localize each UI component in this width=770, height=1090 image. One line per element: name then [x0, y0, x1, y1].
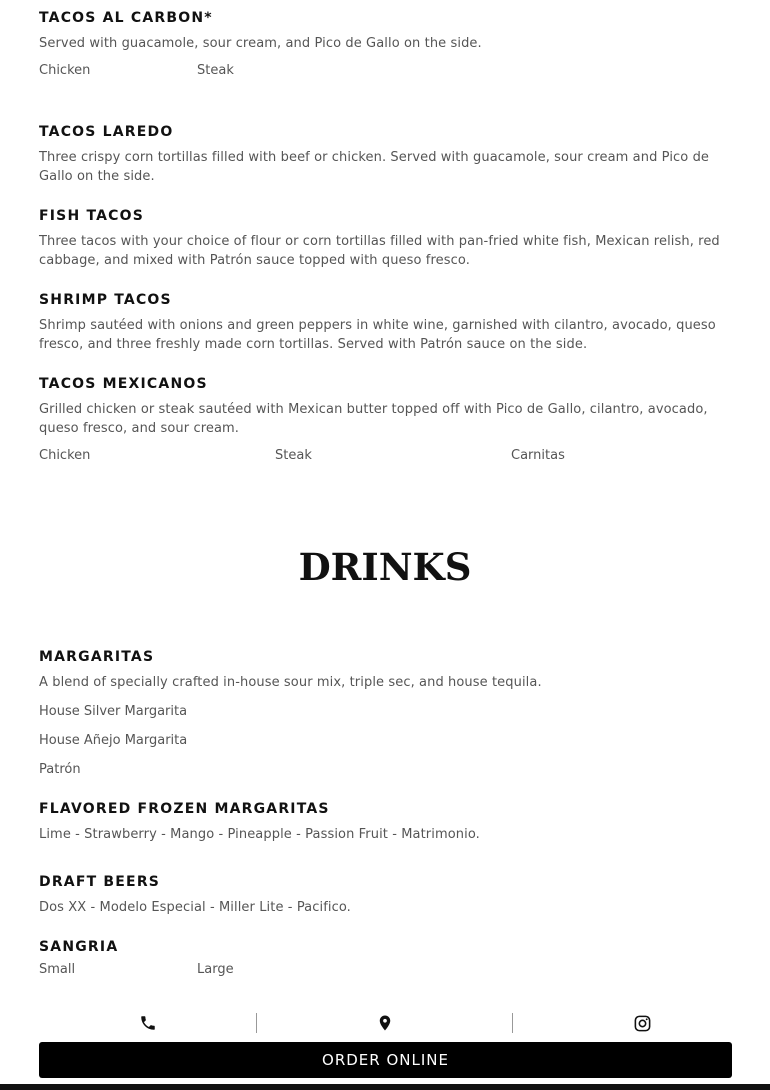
item-description: Lime - Strawberry - Mango - Pineapple - Passion Fruit - Matrimonio. — [39, 827, 480, 842]
item-title: SHRIMP TACOS — [39, 292, 172, 308]
item-title: FISH TACOS — [39, 208, 145, 224]
item-options — [39, 962, 732, 981]
item-title: TACOS MEXICANOS — [39, 376, 208, 392]
item-options — [39, 63, 732, 82]
menu-item-fish-tacos — [39, 207, 732, 270]
option-house-silver: House Silver Margarita — [39, 704, 188, 719]
option-small: Small — [39, 962, 76, 977]
menu-item-sangria — [39, 938, 732, 981]
menu-item-draft-beers — [39, 873, 732, 917]
order-online-button[interactable]: ORDER ONLINE — [39, 1042, 732, 1078]
instagram-icon — [633, 1014, 652, 1033]
item-description: Grilled chicken or steak sautéed with Mexican butter topped off with Pico de Gallo, cilantro, avocado, queso fresco, and sour cream. — [39, 402, 708, 436]
phone-icon — [139, 1014, 157, 1032]
menu-item-margaritas — [39, 648, 732, 779]
location-button[interactable] — [257, 1008, 512, 1038]
menu-item-tacos-mexicanos — [39, 375, 732, 467]
item-title: TACOS LAREDO — [39, 124, 174, 140]
bottom-action-bar — [39, 1008, 732, 1038]
bottom-edge — [0, 1084, 770, 1090]
option-patron: Patrón — [39, 762, 81, 777]
menu-item-tacos-laredo — [39, 123, 732, 186]
item-description: Three tacos with your choice of flour or corn tortillas filled with pan-fried white fish, Mexican relish, red cabbage, and mixed with Patrón sauce topped with queso fresco. — [39, 234, 720, 268]
item-title: FLAVORED FROZEN MARGARITAS — [39, 801, 330, 817]
item-description: Three crispy corn tortillas filled with beef or chicken. Served with guacamole, sour cream and Pico de Gallo on the side. — [39, 150, 710, 184]
item-description: Dos XX - Modelo Especial - Miller Lite - Pacifico. — [39, 900, 351, 915]
option-carnitas: Carnitas — [511, 448, 565, 463]
option-large: Large — [197, 962, 234, 977]
option-steak: Steak — [275, 448, 312, 463]
item-title: TACOS AL CARBON* — [39, 10, 213, 26]
item-title: MARGARITAS — [39, 649, 155, 665]
item-description: Shrimp sautéed with onions and green peppers in white wine, garnished with cilantro, avocado, queso fresco, and three freshly made corn tortillas. Served with Patrón sauce on the side. — [39, 318, 716, 352]
item-title: SANGRIA — [39, 939, 119, 955]
call-button[interactable] — [39, 1008, 256, 1038]
option-steak: Steak — [197, 63, 234, 78]
item-description: A blend of specially crafted in-house sour mix, triple sec, and house tequila. — [39, 675, 542, 690]
instagram-button[interactable] — [513, 1008, 770, 1038]
item-description: Served with guacamole, sour cream, and Pico de Gallo on the side. — [39, 36, 482, 51]
section-heading-drinks: DRINKS — [298, 545, 472, 589]
option-chicken: Chicken — [39, 63, 91, 78]
menu-item-tacos-al-carbon — [39, 9, 732, 82]
option-chicken: Chicken — [39, 448, 91, 463]
menu-item-frozen-margaritas — [39, 800, 732, 844]
menu-item-shrimp-tacos — [39, 291, 732, 354]
item-options — [39, 448, 732, 467]
location-pin-icon — [376, 1014, 394, 1032]
option-house-anejo: House Añejo Margarita — [39, 733, 188, 748]
item-title: DRAFT BEERS — [39, 874, 161, 890]
